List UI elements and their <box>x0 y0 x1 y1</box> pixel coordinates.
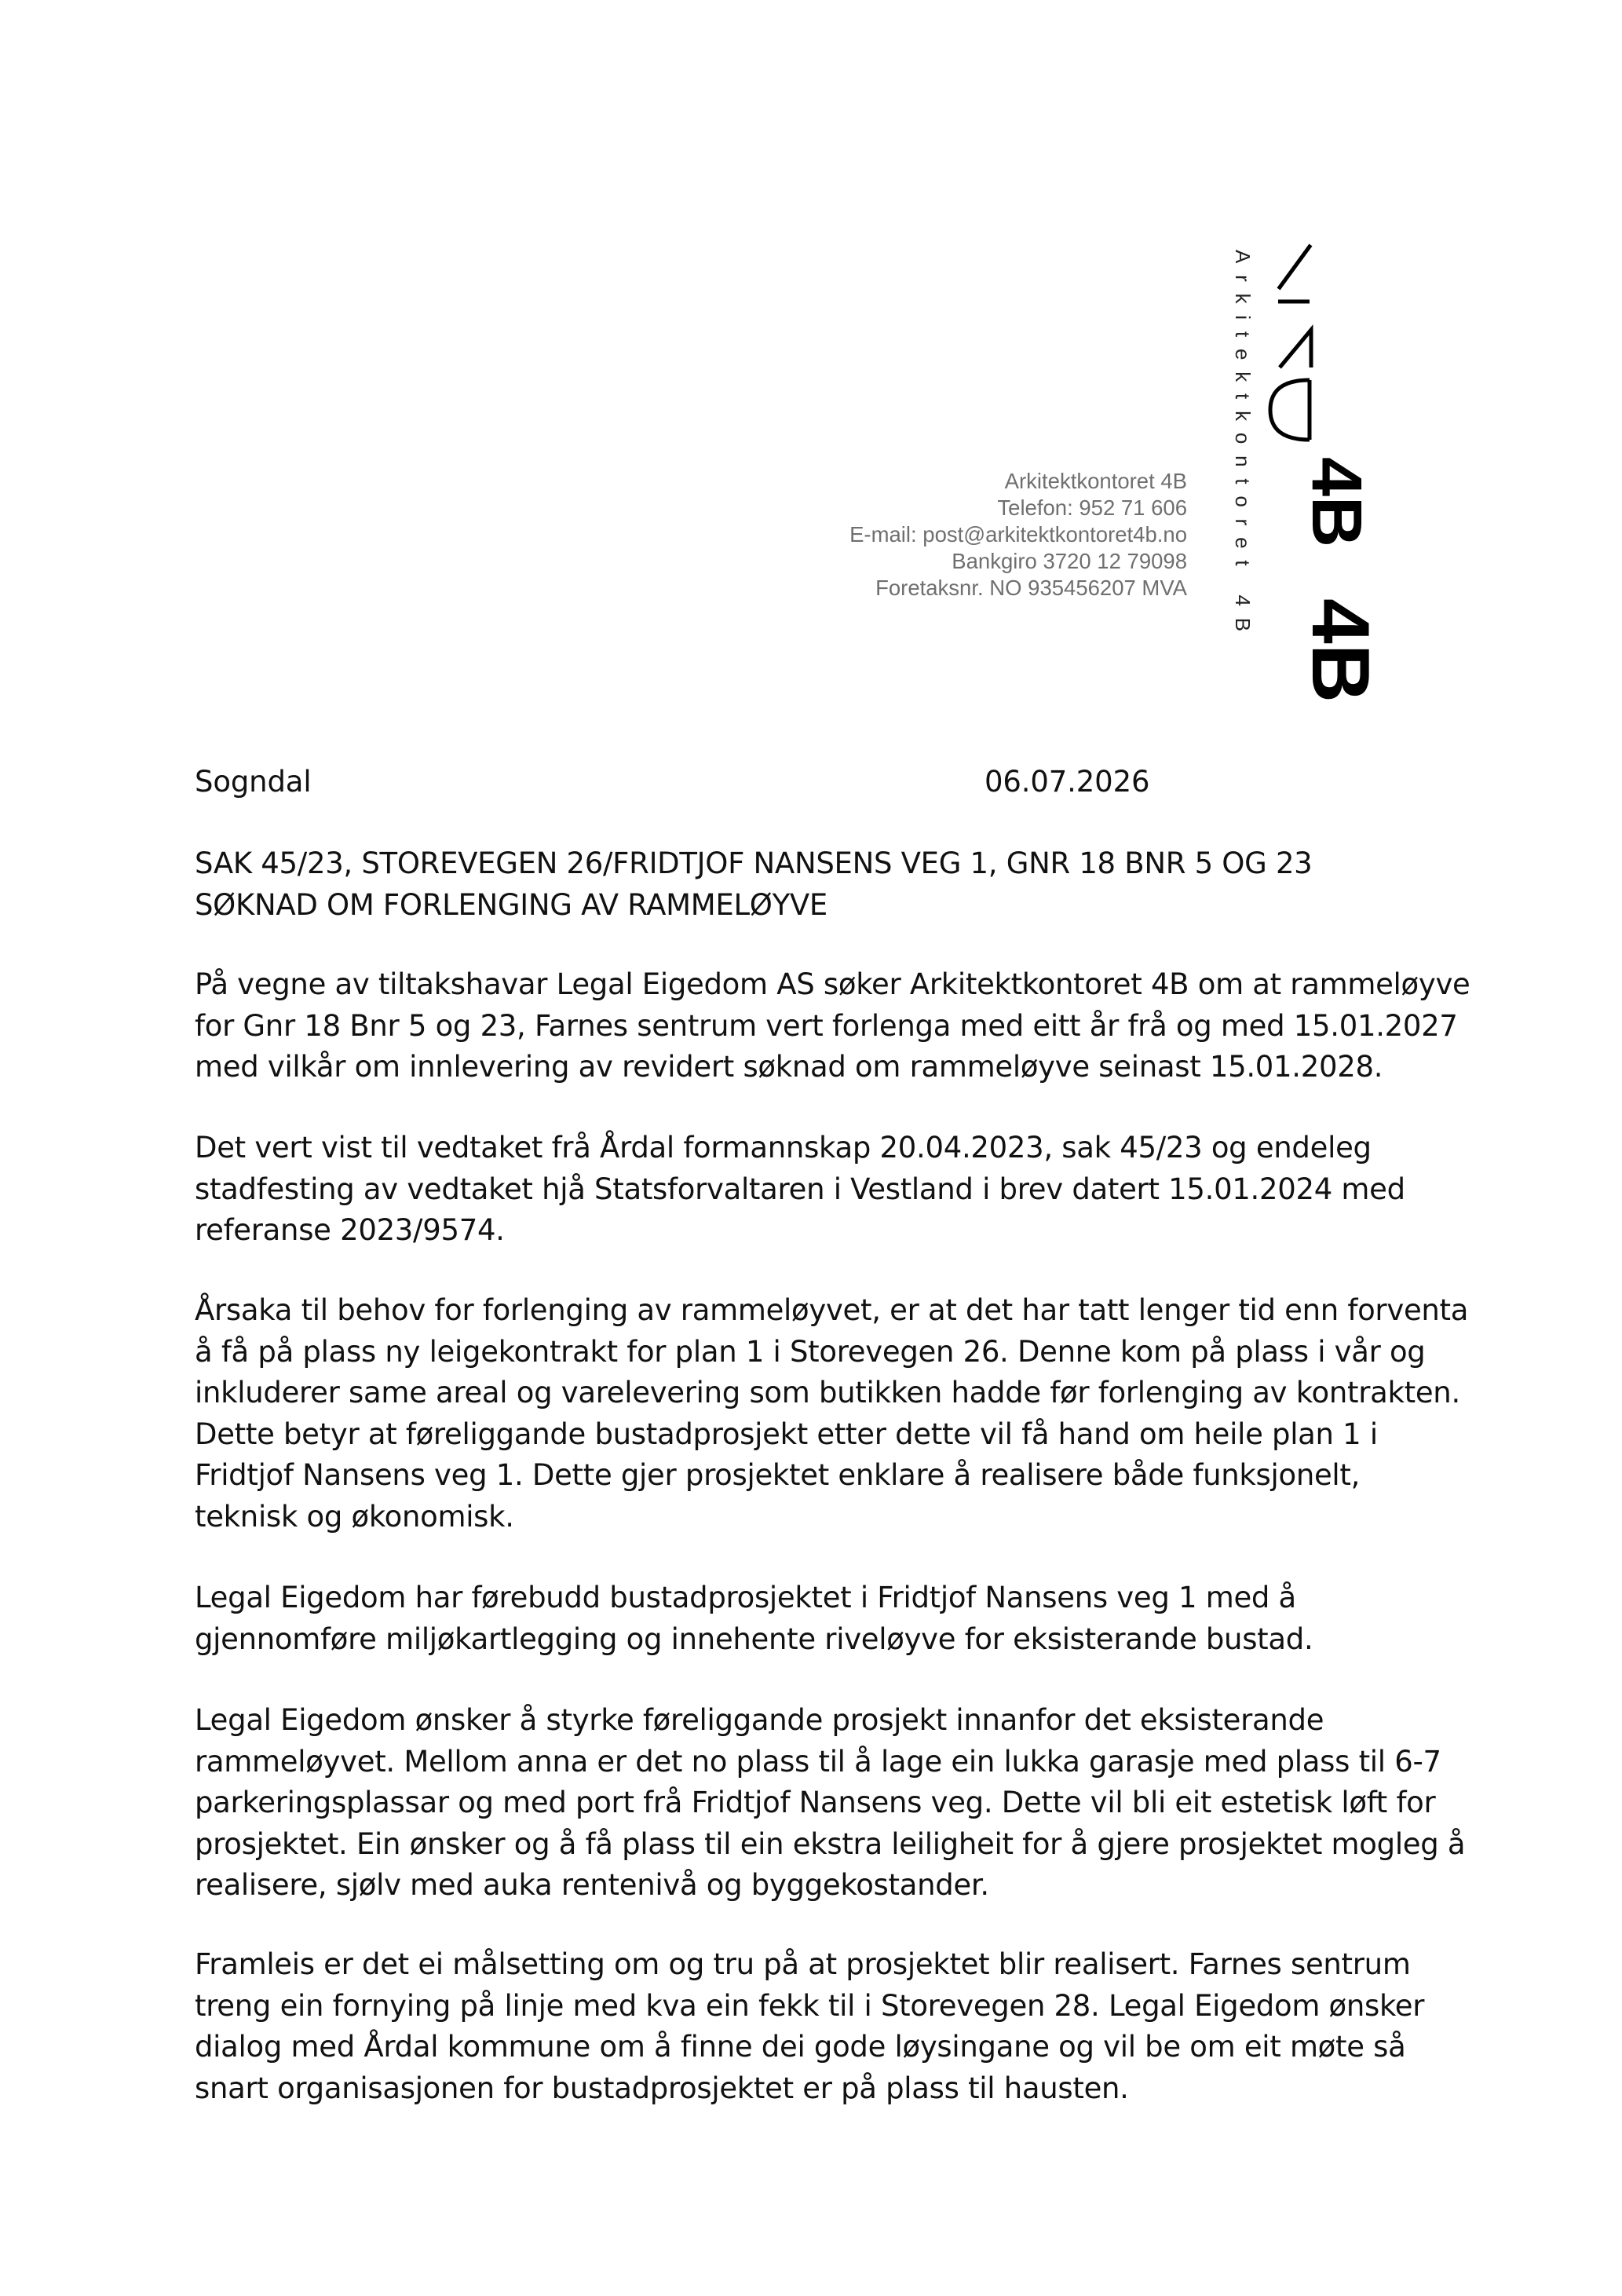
body-paragraph-3 <box>195 1290 1469 1537</box>
svg-text:4B: 4B <box>1297 457 1375 548</box>
paragraph-line: Legal Eigedom ønsker å styrke føreliggande prosjekt innanfor det eksisterande <box>195 1703 1324 1737</box>
sender-phone: Telefon: 952 71 606 <box>997 495 1187 520</box>
body-paragraph-5 <box>195 1700 1466 1907</box>
sender-org-number: Foretaksnr. NO 935456207 MVA <box>875 576 1187 600</box>
paragraph-line: teknisk og økonomisk. <box>195 1499 514 1534</box>
body-paragraph-1 <box>195 964 1470 1088</box>
paragraph-line: parkeringsplassar og med port frå Fridtjof Nansens veg. Dette vil bli eit estetisk løft for <box>195 1786 1436 1819</box>
paragraph-line: rammeløyvet. Mellom anna er det no plass til å lage ein lukka garasje med plass til 6-7 <box>195 1744 1441 1779</box>
body-paragraph-6 <box>195 1944 1425 2109</box>
sender-bankgiro: Bankgiro 3720 12 79098 <box>952 549 1187 573</box>
subject-line: SØKNAD OM FORLENGING AV RAMMELØYVE <box>195 887 827 922</box>
paragraph-line: På vegne av tiltakshavar Legal Eigedom AS søker Arkitektkontoret 4B om at rammeløyve <box>195 967 1470 1001</box>
paragraph-line: dialog med Årdal kommune om å finne dei gode løysingane og vil be om eit møte så <box>195 2030 1406 2064</box>
paragraph-line: realisere, sjølv med auka rentenivå og byggekostander. <box>195 1868 989 1902</box>
sender-block <box>785 468 1187 601</box>
paragraph-line: for Gnr 18 Bnr 5 og 23, Farnes sentrum vert forlenga med eitt år frå og med 15.01.2027 <box>195 1008 1458 1043</box>
paragraph-line: gjennomføre miljøkartlegging og innehente riveløyve for eksisterande bustad. <box>195 1621 1313 1656</box>
letter-subject <box>195 843 1419 926</box>
letter-place: Sogndal <box>195 765 312 799</box>
body-paragraph-4 <box>195 1578 1419 1660</box>
paragraph-line: referanse 2023/9574. <box>195 1213 505 1247</box>
paragraph-line: treng ein fornying på linje med kva ein fekk til i Storevegen 28. Legal Eigedom ønsker <box>195 1988 1425 2023</box>
company-logo <box>1264 236 1386 754</box>
paragraph-line: prosjektet. Ein ønsker og å få plass til ein ekstra leiligheit for å gjere prosjektet mogleg å <box>195 1826 1466 1861</box>
paragraph-line: Fridtjof Nansens veg 1. Dette gjer prosjektet enklare å realisere både funksjonelt, <box>195 1458 1361 1492</box>
sender-company: Arkitektkontoret 4B <box>1004 469 1187 493</box>
paragraph-line: med vilkår om innlevering av revidert søknad om rammeløyve seinast 15.01.2028. <box>195 1050 1383 1084</box>
subject-line: SAK 45/23, STOREVEGEN 26/FRIDTJOF NANSENS VEG 1, GNR 18 BNR 5 OG 23 <box>195 846 1313 880</box>
logo-wordmark-text: Arkitektkontoret 4B <box>1231 250 1255 643</box>
body-paragraph-2 <box>195 1128 1419 1252</box>
paragraph-line: å få på plass ny leigekontrakt for plan 1 i Storevegen 26. Denne kom på plass i vår og <box>195 1334 1426 1369</box>
paragraph-line: snart organisasjonen for bustadprosjektet er på plass til hausten. <box>195 2071 1129 2105</box>
letter-date: 06.07.2026 <box>985 765 1150 799</box>
paragraph-line: Framleis er det ei målsetting om og tru på at prosjektet blir realisert. Farnes sentrum <box>195 1947 1411 1981</box>
paragraph-line: Årsaka til behov for forlenging av rammeløyvet, er at det har tatt lenger tid enn forventa <box>195 1293 1469 1327</box>
paragraph-line: stadfesting av vedtaket hjå Statsforvaltaren i Vestland i brev datert 15.01.2024 med <box>195 1172 1405 1206</box>
svg-text:4B: 4B <box>1295 598 1386 703</box>
paragraph-line: Det vert vist til vedtaket frå Årdal formannskap 20.04.2023, sak 45/23 og endeleg <box>195 1131 1372 1164</box>
paragraph-line: inkluderer same areal og varelevering som butikken hadde før forlenging av kontrakten. <box>195 1376 1460 1409</box>
sender-email: E-mail: post@arkitektkontoret4b.no <box>849 522 1187 547</box>
paragraph-line: Dette betyr at føreliggande bustadprosjekt etter dette vil få hand om heile plan 1 i <box>195 1417 1378 1451</box>
paragraph-line: Legal Eigedom har førebudd bustadprosjektet i Fridtjof Nansens veg 1 med å <box>195 1581 1296 1614</box>
logo-wordmark <box>1231 250 1262 643</box>
